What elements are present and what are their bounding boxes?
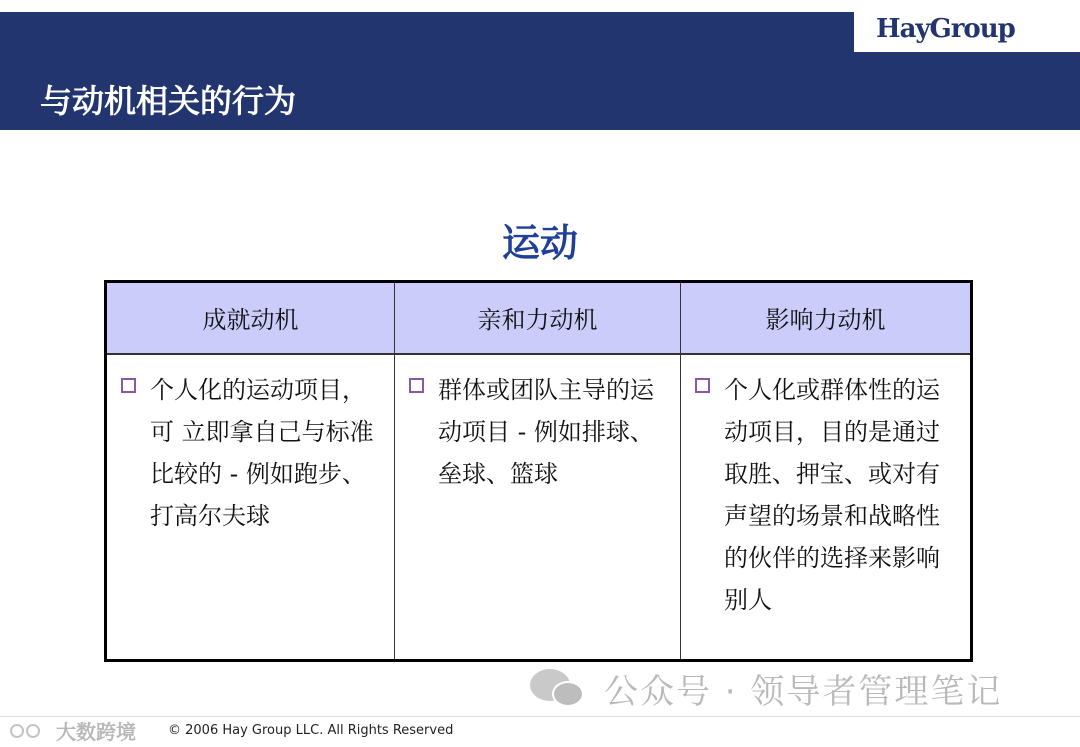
bullet-text: 群体或团队主导的运动项目 - 例如排球、垒球、篮球 bbox=[438, 375, 654, 488]
wechat-icon bbox=[530, 667, 586, 711]
table-cell-affiliation bbox=[395, 354, 681, 661]
column-heading-influence: 影响力动机 bbox=[681, 282, 972, 354]
list-item bbox=[409, 369, 670, 495]
page-title: 与动机相关的行为 bbox=[40, 82, 297, 120]
section-title: 运动 bbox=[501, 221, 578, 265]
square-bullet-icon bbox=[121, 378, 136, 393]
motive-table bbox=[104, 280, 973, 662]
bullet-text: 个人化或群体性的运动项目，目的是通过取胜、押宝、或对有声望的场景和战略性的伙伴的选择来影响别人 bbox=[724, 375, 940, 614]
watermark-text: 公众号 · 领导者管理笔记 bbox=[604, 672, 1003, 712]
square-bullet-icon bbox=[409, 378, 424, 393]
table-header-row bbox=[106, 282, 972, 354]
table-cell-influence bbox=[681, 354, 972, 661]
table-row bbox=[106, 354, 972, 661]
footer-divider bbox=[0, 716, 1080, 717]
column-heading-achievement: 成就动机 bbox=[106, 282, 395, 354]
column-heading-affiliation: 亲和力动机 bbox=[395, 282, 681, 354]
copyright-text: © 2006 Hay Group LLC. All Rights Reserved bbox=[168, 723, 454, 738]
footer-brand bbox=[8, 716, 136, 745]
haygroup-logo: HayGroup bbox=[876, 14, 1015, 44]
watermark bbox=[530, 664, 1002, 713]
table-cell-achievement bbox=[106, 354, 395, 661]
logo-box bbox=[854, 12, 1080, 52]
footer-brand-text: 大数跨境 bbox=[56, 720, 136, 744]
square-bullet-icon bbox=[695, 378, 710, 393]
list-item bbox=[695, 369, 960, 621]
list-item bbox=[121, 369, 384, 537]
bullet-text: 个人化的运动项目，可 立即拿自己与标准比较的 - 例如跑步、打高尔夫球 bbox=[150, 375, 374, 530]
brand-logo-icon bbox=[8, 720, 52, 742]
